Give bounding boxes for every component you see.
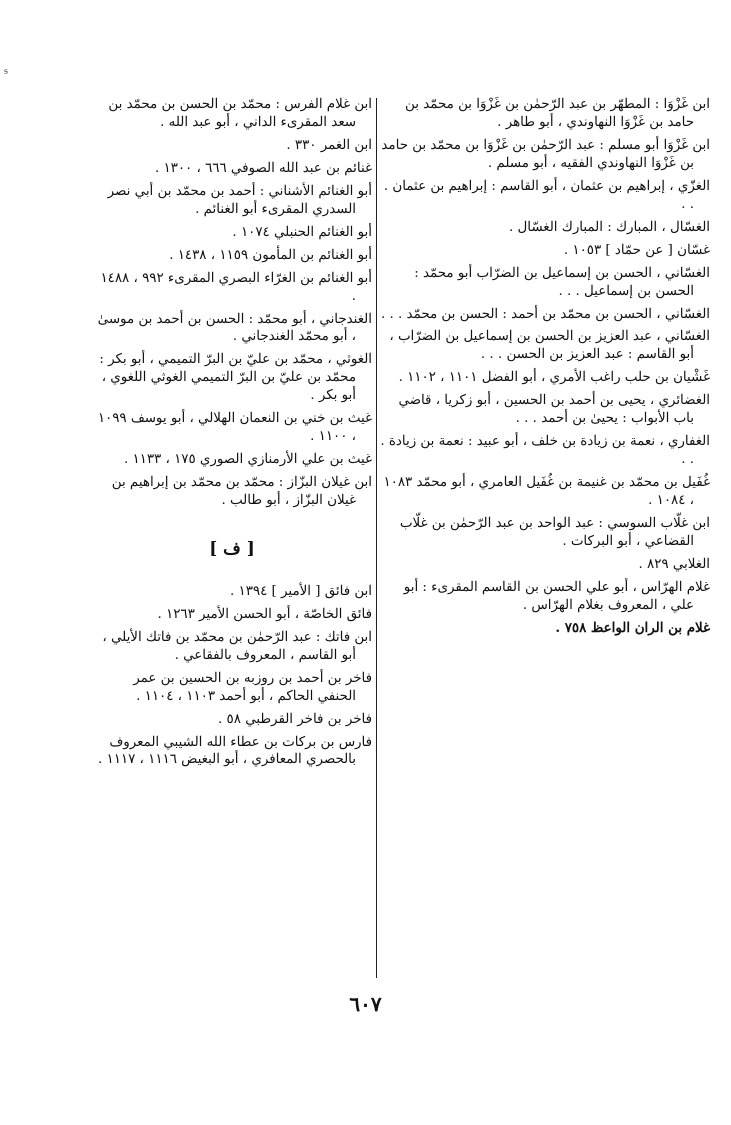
index-entry: غيث بن علي الأرمنازي الصوري ١٧٥ ، ١١٣٣ . (123, 452, 372, 468)
index-entry: غيث بن خني بن النعمان الهلالي ، أبو يوسف ١٠٩٩ ، ١١٠٠ . (97, 411, 372, 445)
index-entry: غسّان [ عن حمّاد ] ١٠٥٣ . (563, 242, 710, 258)
index-entry: ابن فائق [ الأمير ] ١٣٩٤ . (229, 583, 372, 599)
index-entry: الغندجاني ، أبو محمّد : الحسن بن أحمد بن موسىٰ ، أبو محمّد الغندجاني . (97, 311, 372, 345)
section-heading: [ ف ] (209, 539, 255, 560)
index-entry: فائق الخاصّة ، أبو الحسن الأمير ١٢٦٣ . (157, 606, 372, 622)
index-entry: الغوثي ، محمّد بن عليّ بن البرّ التميمي ، أبو بكر : محمّد بن عليّ بن البرّ التميمي الغوثي اللغوي ، أبو بكر . (99, 352, 372, 404)
index-entry: ابن الغمر ٣٣٠ . (286, 137, 372, 153)
page-number: ٦٠٧ (349, 992, 382, 1016)
index-entry: أبو الغنائم الأشناني : أحمد بن محمّد بن أبي نصر السدري المقرىء أبو الغنائم . (107, 183, 372, 217)
index-entry: الغسّاني ، الحسن بن محمّد بن أحمد : الحسن بن محمّد . . . (381, 306, 710, 322)
index-entry: أبو الغنائم بن المأمون ١١٥٩ ، ١٤٣٨ . (169, 247, 372, 263)
index-entry: غُفَيل بن محمّد بن غنيمة بن غُفَيل العامري ، أبو محمّد ١٠٨٣ ، ١٠٨٤ . (383, 475, 710, 509)
index-entry: الغزّي ، إبراهيم بن عثمان ، أبو القاسم : إبراهيم بن عثمان . . . (383, 178, 710, 212)
margin-mark: ᵴ (4, 66, 8, 77)
index-entry: الغسّاني ، عبد العزيز بن الحسن بن إسماعيل بن الضرّاب ، أبو القاسم : عبد العزيز بن الحسن . . . (389, 329, 710, 363)
index-entry: الغلابي ٨٢٩ . (638, 556, 710, 572)
index-entry: غلام بن الران الواعظ ٧٥٨ . (555, 619, 710, 636)
index-entry: الغسّال ، المبارك : المبارك الغسّال . (509, 219, 710, 235)
index-column-right (380, 96, 710, 643)
index-entry: أبو الغنائم الحنبلي ١٠٧٤ . (232, 224, 372, 240)
index-entry: الغضائري ، يحيى بن أحمد بن الحسين ، أبو زكريا ، قاضي باب الأبواب : يحيىٰ بن أحمد . . . (398, 393, 710, 427)
index-entry: ابن غَزْوَا : المطهّر بن عبد الرّحمٰن بن غَزْوَا بن محمّد بن حامد بن غَزْوَا النهاوندي ، أبو طاهر . (405, 97, 710, 130)
index-entry: ابن غيلان البزّاز : محمّد بن محمّد بن إبراهيم بن غيلان البزّاز ، أبو طالب . (111, 475, 372, 509)
column-divider (376, 98, 377, 978)
index-entry: الغفاري ، نعمة بن زيادة بن خلف ، أبو عبيد : نعمة بن زيادة . . . (380, 434, 710, 468)
index-entry: ابن غلّاب السوسي : عبد الواحد بن عبد الرّحمٰن بن غلّاب القضاعي ، أبو البركات . (399, 516, 710, 550)
index-entry: الغسّاني ، الحسن بن إسماعيل بن الضرّاب أبو محمّد : الحسن بن إسماعيل . . . (414, 265, 710, 299)
index-entry: غنائم بن عبد الله الصوفي ٦٦٦ ، ١٣٠٠ . (154, 160, 372, 176)
index-entry: فاخر بن أحمد بن روزبه بن الحسين بن عمر الحنفي الحاكم ، أبو أحمد ١١٠٣ ، ١١٠٤ . (133, 670, 372, 704)
index-column-left (92, 96, 372, 774)
index-entry: غلام الهرّاس ، أبو علي الحسن بن القاسم المقرىء : أبو علي ، المعروف بغلام الهرّاس . (403, 579, 710, 613)
index-entry: ابن غَزْوَا أبو مسلم : عبد الرّحمٰن بن غَزْوَا بن محمّد بن حامد بن غَزْوَا النهاوندي الفقيه ، أبو مسلم . (381, 137, 710, 171)
index-entry: ابن فاتك : عبد الرّحمٰن بن محمّد بن فاتك الأيلي ، أبو القاسم ، المعروف بالفقاعي . (102, 629, 372, 663)
index-entry: أبو الغنائم بن الغرّاء البصري المقرىء ٩٩٢ ، ١٤٨٨ . (100, 270, 372, 304)
index-entry: ابن غلام الفرس : محمّد بن الحسن بن محمّد بن سعد المقرىء الداني ، أبو عبد الله . (108, 97, 372, 130)
index-entry: فارس بن بركات بن عطاء الله الشيبي المعروف بالحصري المعافري ، أبو البغيض ١١١٦ ، ١١١٧ . (97, 734, 372, 768)
index-entry: غَشْيان بن حلب راغب الأمري ، أبو الفضل ١١٠١ ، ١١٠٢ . (398, 370, 710, 386)
index-entry: فاخر بن فاخر القرطبي ٥٨ . (218, 711, 372, 727)
